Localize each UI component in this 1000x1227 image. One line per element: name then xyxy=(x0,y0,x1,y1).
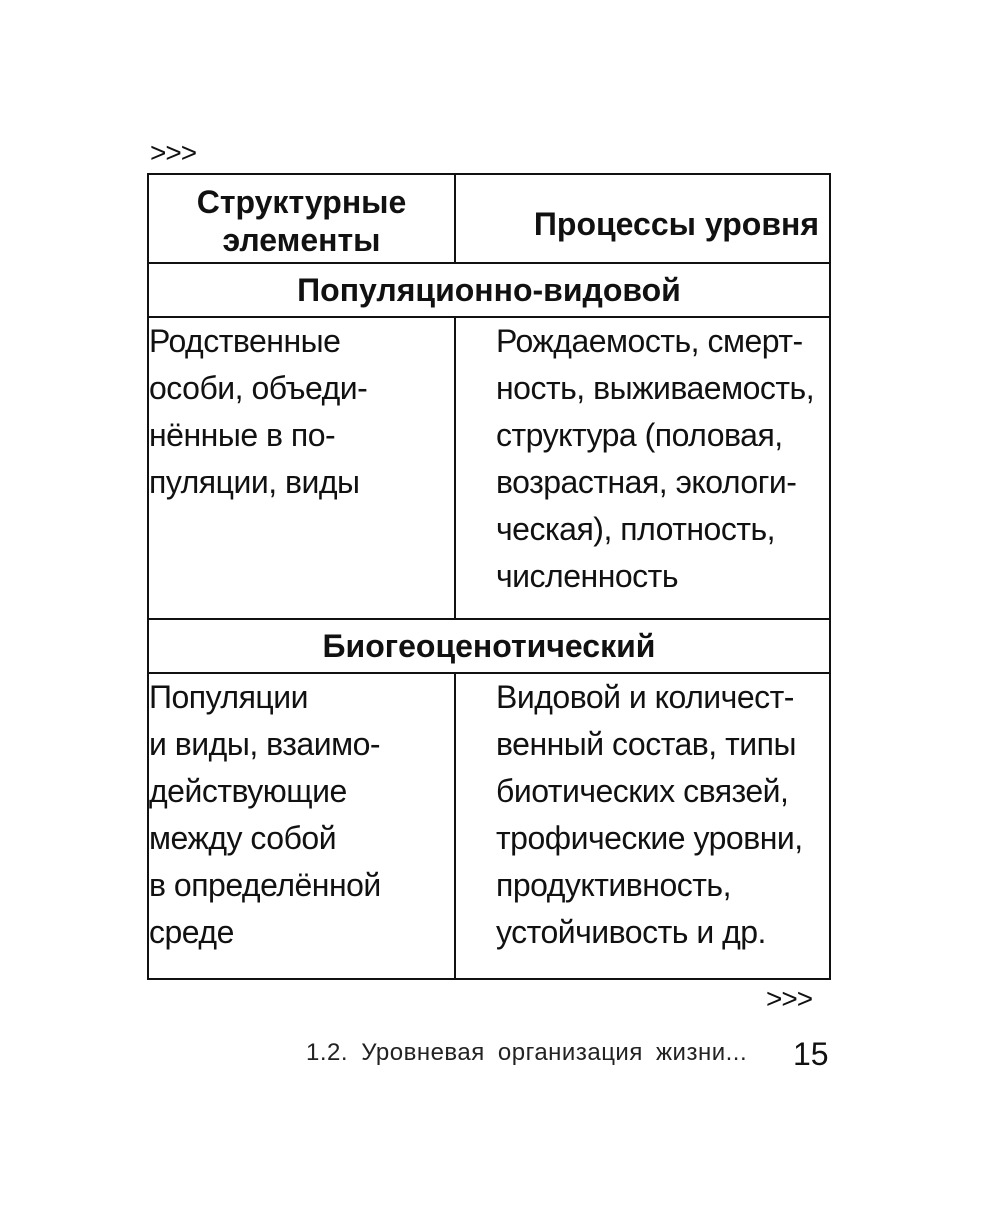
processes-cell xyxy=(455,317,830,619)
level-title-population-species: Популяционно-видовой xyxy=(148,263,830,317)
level-title-biogeocenotic: Биогеоценотический xyxy=(148,619,830,673)
text-line: продуктивность, xyxy=(496,867,731,903)
elements-cell xyxy=(148,673,455,979)
table-row xyxy=(148,673,830,979)
elements-cell xyxy=(148,317,455,619)
text-line: действующие xyxy=(149,773,347,809)
text-line: венный состав, типы xyxy=(496,726,796,762)
text-line: структура (половая, xyxy=(496,417,783,453)
text-line: ческая), плотность, xyxy=(496,511,776,547)
table-header-row xyxy=(148,174,830,263)
text-line: устойчивость и др. xyxy=(496,914,766,950)
text-line: и виды, взаимо- xyxy=(149,726,381,762)
text-line: биотических связей, xyxy=(496,773,789,809)
text-line: численность xyxy=(496,558,678,594)
text-line: пуляции, виды xyxy=(149,464,360,500)
text-line: ность, выживаемость, xyxy=(496,370,815,406)
continuation-marker-top: >>> xyxy=(150,137,197,168)
header-level-processes: Процессы уровня xyxy=(455,174,830,263)
text-line: Видовой и количест- xyxy=(496,679,794,715)
table-row xyxy=(148,317,830,619)
continuation-marker-bottom: >>> xyxy=(766,983,813,1014)
text-line: Популяции xyxy=(149,679,308,715)
levels-table xyxy=(147,173,831,980)
processes-cell xyxy=(455,673,830,979)
text-line: Рождаемость, смерт- xyxy=(496,323,803,359)
text-line: в определённой xyxy=(149,867,381,903)
level-title-row xyxy=(148,263,830,317)
text-line: нённые в по- xyxy=(149,417,336,453)
text-line: трофические уровни, xyxy=(496,820,803,856)
text-line: возрастная, экологи- xyxy=(496,464,797,500)
text-line: среде xyxy=(149,914,234,950)
header-structural-elements: Структурные элементы xyxy=(148,174,455,263)
level-title-row xyxy=(148,619,830,673)
page-number: 15 xyxy=(793,1036,829,1072)
text-line: особи, объеди- xyxy=(149,370,368,406)
text-line: между собой xyxy=(149,820,337,856)
text-line: Родственные xyxy=(149,323,341,359)
running-title: 1.2. Уровневая организация жизни... xyxy=(306,1039,748,1066)
